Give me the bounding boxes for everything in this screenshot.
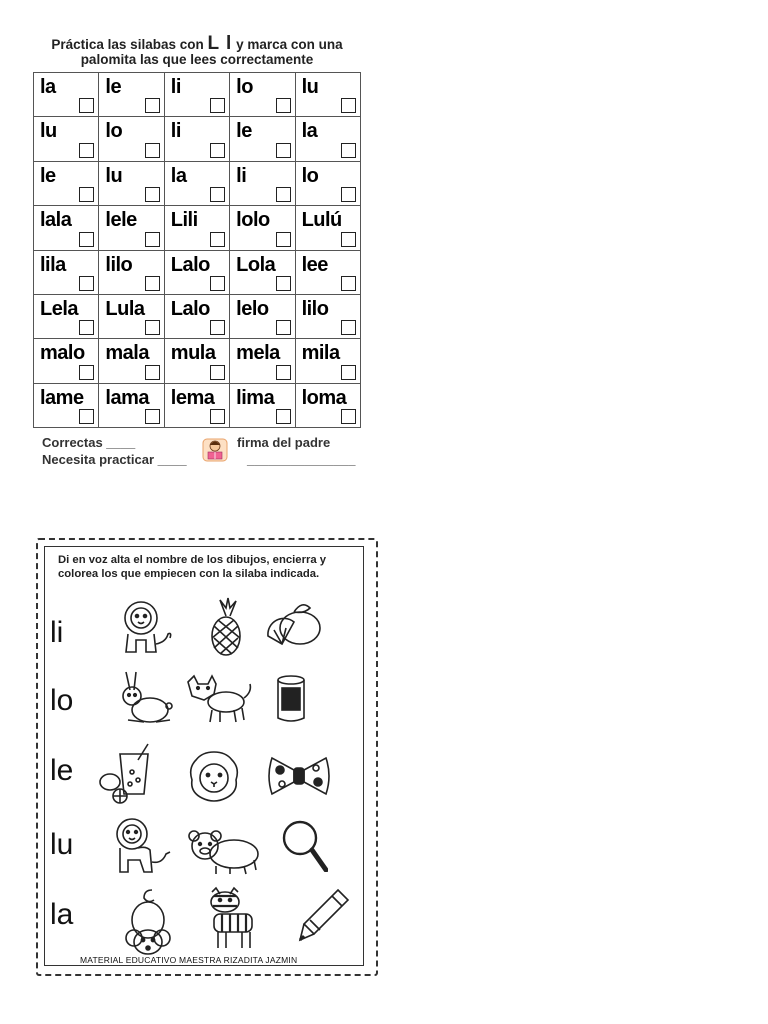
syllable-text: le [40,164,56,187]
check-box[interactable] [276,320,291,335]
grid-cell [295,117,360,161]
check-box[interactable] [210,276,225,291]
syllable-text: lelo [236,297,269,320]
parent-signature-label: firma del padre [237,435,331,450]
check-box[interactable] [210,143,225,158]
syllable-text: lame [40,386,84,409]
title-text: Práctica las silabas con [51,37,204,52]
bear-icon[interactable] [186,828,262,876]
syllable-text: la [301,120,318,143]
grid-cell [164,73,229,117]
grid-cell [34,206,99,250]
worksheet-title [30,33,364,67]
grid-cell [34,161,99,205]
lemonade-icon[interactable] [98,742,160,804]
material-credit: MATERIAL EDUCATIVO MAESTRA RIZADITA JAZMIN [80,955,298,965]
lion-icon[interactable] [108,814,172,878]
grid-cell [295,383,360,427]
grid-cell [230,383,295,427]
grid-cell [295,73,360,117]
check-box[interactable] [79,365,94,380]
wolf-icon[interactable] [184,672,254,726]
grid-cell [230,161,295,205]
grid-cell [99,161,164,205]
check-box[interactable] [79,276,94,291]
check-box[interactable] [145,143,160,158]
grid-cell [295,294,360,338]
check-box[interactable] [145,98,160,113]
row-syllable-le: le [50,754,74,787]
syllable-text: lu [40,120,57,143]
check-box[interactable] [145,320,160,335]
grid-cell [34,294,99,338]
grid-cell [230,73,295,117]
row-syllable-li: li [50,616,64,649]
grid-row [34,161,361,205]
check-box[interactable] [145,365,160,380]
syllable-text: lo [236,76,253,98]
syllable-text: lele [105,209,137,232]
syllable-text: malo [40,342,85,365]
grid-cell [295,339,360,383]
grid-cell [34,73,99,117]
check-box[interactable] [276,187,291,202]
syllable-text: loma [301,386,347,409]
grid-row [34,250,361,294]
check-box[interactable] [341,320,356,335]
check-box[interactable] [79,98,94,113]
grid-cell [164,206,229,250]
magnifier-icon[interactable] [280,818,328,872]
syllable-text: lala [40,209,72,232]
grid-cell [164,161,229,205]
worksheet-footer [42,435,362,471]
grid-cell [34,250,99,294]
check-box[interactable] [79,232,94,247]
grid-cell [164,117,229,161]
zebra-icon[interactable] [204,886,262,952]
syllable-text: Lola [236,253,276,276]
check-box[interactable] [79,187,94,202]
grid-cell [295,206,360,250]
syllable-text: Lula [105,297,145,320]
grid-cell [164,294,229,338]
check-box[interactable] [276,143,291,158]
check-box[interactable] [210,232,225,247]
check-box[interactable] [276,232,291,247]
check-box[interactable] [145,409,160,424]
check-box[interactable] [210,98,225,113]
syllable-text: li [170,76,181,98]
syllable-text: le [236,120,252,143]
syllable-text: la [40,76,56,98]
check-box[interactable] [210,409,225,424]
check-box[interactable] [79,320,94,335]
grid-row [34,73,361,117]
syllable-text: li [170,120,181,143]
title-line-2: palomita las que lees correctamente [80,52,314,67]
grid-row [34,339,361,383]
row-syllable-la: la [50,898,74,931]
grid-cell [230,117,295,161]
check-box[interactable] [341,409,356,424]
check-box[interactable] [79,409,94,424]
child-reading-icon [202,436,228,464]
syllable-text: lee [301,253,328,276]
grid-cell [164,383,229,427]
mouse-icon[interactable] [122,888,174,958]
syllable-text: Lulú [301,209,342,232]
check-box[interactable] [341,276,356,291]
syllable-text: mula [170,342,216,365]
syllable-text: lo [105,120,123,143]
grid-row [34,383,361,427]
grid-cell [230,206,295,250]
grid-cell [230,250,295,294]
syllable-text: le [105,76,122,98]
syllable-text: la [170,164,187,187]
syllable-text: lima [236,386,275,409]
grid-cell [34,383,99,427]
check-box[interactable] [210,365,225,380]
grid-row [34,294,361,338]
parent-signature-line: _______________ [247,452,356,467]
rabbit-icon[interactable] [114,668,176,728]
syllable-text: mela [236,342,280,365]
lemon-icon[interactable] [264,598,326,654]
syllable-pictures-worksheet [36,538,376,976]
check-box[interactable] [276,365,291,380]
grid-cell [164,339,229,383]
syllable-text: Lili [170,209,198,232]
grid-cell [99,117,164,161]
syllable-text: lilo [105,253,133,276]
grid-cell [230,339,295,383]
syllable-text: lama [105,386,149,409]
check-box[interactable] [145,232,160,247]
grid-cell [99,339,164,383]
worksheet-instructions: Di en voz alta el nombre de los dibujos, encierra y colorea los que empiecen con la silaba indicada. [58,554,327,580]
grid-cell [295,250,360,294]
check-box[interactable] [341,98,356,113]
grid-cell [34,117,99,161]
check-box[interactable] [210,187,225,202]
syllable-text: lema [170,386,215,409]
needs-practice-label: Necesita practicar ____ [42,452,187,467]
check-box[interactable] [341,232,356,247]
syllable-text: mala [105,342,149,365]
pineapple-icon[interactable] [204,596,248,658]
title-letters: L l [207,33,233,54]
check-box[interactable] [79,143,94,158]
syllable-text: Lalo [170,297,210,320]
syllable-grid [33,72,361,428]
check-box[interactable] [341,143,356,158]
grid-row [34,206,361,250]
check-box[interactable] [145,187,160,202]
title-text-2: y marca con una [236,37,343,52]
grid-cell [230,294,295,338]
can-icon[interactable] [274,674,308,724]
grid-cell [295,161,360,205]
grid-cell [34,339,99,383]
check-box[interactable] [341,187,356,202]
pencil-icon[interactable] [298,886,352,944]
syllable-text: lilo [301,297,329,320]
check-box[interactable] [341,365,356,380]
check-box[interactable] [276,276,291,291]
row-syllable-lo: lo [50,684,74,717]
grid-cell [99,206,164,250]
row-syllable-lu: lu [50,828,74,861]
grid-cell [164,250,229,294]
grid-cell [99,383,164,427]
syllable-text: mila [301,342,340,365]
lion-icon[interactable] [114,596,176,658]
syllable-text: lila [40,253,66,276]
grid-cell [99,73,164,117]
check-box[interactable] [145,276,160,291]
check-box[interactable] [210,320,225,335]
syllable-text: lolo [236,209,270,232]
correct-count-label: Correctas ____ [42,435,136,450]
grid-row [34,117,361,161]
lion-face-icon[interactable] [186,748,242,804]
syllable-text: Lela [40,297,79,320]
check-box[interactable] [276,409,291,424]
check-box[interactable] [276,98,291,113]
bow-tie-icon[interactable] [266,754,332,798]
syllable-text: li [236,164,247,187]
syllable-text: Lalo [170,253,210,276]
syllable-text: lu [301,76,319,98]
syllable-text: lo [301,164,319,187]
syllable-practice-worksheet [30,34,364,474]
grid-cell [99,294,164,338]
grid-cell [99,250,164,294]
syllable-text: lu [105,164,123,187]
